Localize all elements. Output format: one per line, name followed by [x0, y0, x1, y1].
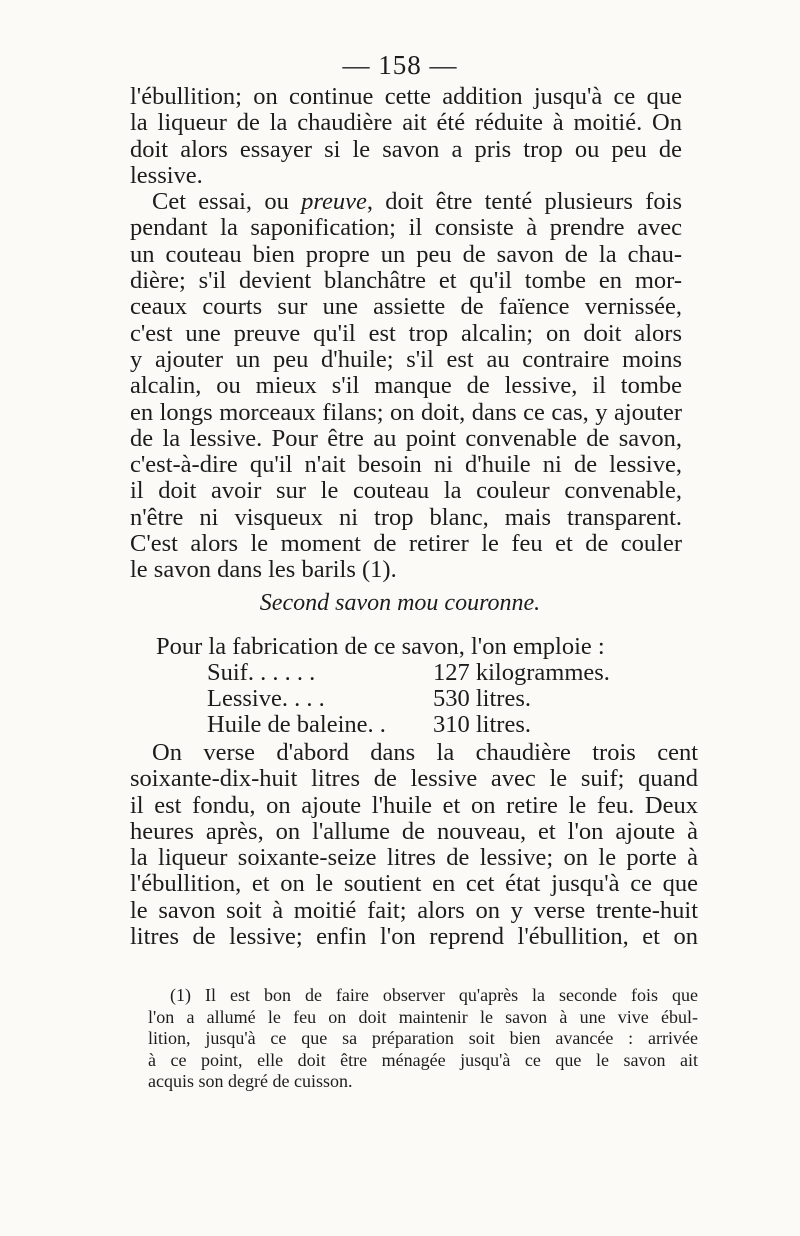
text-line: l'ébullition; on continue cette addition jusqu'à ce que	[130, 84, 682, 110]
text-line: ceaux courts sur une assiette de faïence vernissée,	[130, 294, 682, 321]
footnote-line: l'on a allumé le feu on doit maintenir le savon à une vive ébul-	[148, 1006, 698, 1027]
footnote-line: lition, jusqu'à ce que sa préparation soit bien avancée : arrivée	[148, 1028, 698, 1048]
text-line: le savon dans les barils (1).	[130, 557, 397, 584]
text-line: c'est une preuve qu'il est trop alcalin; on doit alors	[130, 320, 682, 347]
section-title: Second savon mou couronne.	[259, 590, 541, 616]
text-line: dière; s'il devient blanchâtre et qu'il tombe en mor-	[130, 268, 682, 295]
text-line: pendant la saponification; il consiste à prendre avec	[130, 215, 682, 242]
text-line: On verse d'abord dans la chaudière trois cent	[152, 740, 698, 766]
text-line: la liqueur soixante-seize litres de lessive; on le porte à	[130, 845, 698, 872]
text-line: alcalin, ou mieux s'il manque de lessive, il tombe	[130, 373, 682, 400]
recipe-item	[207, 660, 610, 686]
text-line: soixante-dix-huit litres de lessive avec le suif; quand	[130, 766, 698, 793]
main-text	[130, 84, 682, 584]
text-line: C'est alors le moment de retirer le feu et de couler	[130, 531, 682, 558]
recipe-list	[207, 660, 610, 738]
text-line: y ajouter un peu d'huile; s'il est au contraire moins	[130, 346, 682, 373]
text-line: la liqueur de la chaudière ait été réduite à moitié. On	[130, 110, 682, 137]
text-line: litres de lessive; enfin l'on reprend l'ébullition, et on	[130, 924, 698, 951]
footnote-line: acquis son degré de cuisson.	[148, 1071, 353, 1091]
ingredient-name: Huile de baleine. .	[207, 711, 386, 738]
ingredient-quantity: 530 litres.	[433, 685, 531, 712]
text-line: c'est-à-dire qu'il n'ait besoin ni d'huile ni de lessive,	[130, 452, 682, 479]
footnote	[148, 985, 698, 1093]
ingredient-quantity: 127 kilogrammes.	[433, 659, 610, 686]
text-line: il doit avoir sur le couteau la couleur convenable,	[130, 478, 682, 505]
ingredient-name: Suif. . . . . .	[207, 659, 316, 686]
text-line: l'ébullition, et on le soutient en cet état jusqu'à ce que	[130, 871, 698, 898]
text-line: Cet essai, ou preuve, doit être tenté plusieurs fois	[152, 189, 682, 216]
text-line: en longs morceaux filans; on doit, dans ce cas, y ajouter	[130, 399, 682, 426]
text-line: de la lessive. Pour être au point convenable de savon,	[130, 425, 682, 452]
ingredient-name: Lessive. . . .	[207, 685, 325, 712]
recipe-intro: Pour la fabrication de ce savon, l'on emploie :	[156, 633, 605, 660]
text-line: lessive.	[130, 162, 203, 189]
ingredient-quantity: 310 litres.	[433, 711, 531, 738]
text-line: le savon soit à moitié fait; alors on y verse trente-huit	[130, 897, 698, 924]
text-line: il est fondu, on ajoute l'huile et on retire le feu. Deux	[130, 792, 698, 819]
text-line: heures après, on l'allume de nouveau, et l'on ajoute à	[130, 818, 698, 845]
text-line: n'être ni visqueux ni trop blanc, mais transparent.	[130, 504, 682, 531]
recipe-item	[207, 712, 610, 738]
emphasized-word: preuve	[301, 189, 367, 216]
page-number: — 158 —	[342, 50, 458, 80]
text-line: un couteau bien propre un peu de savon de la chau-	[130, 241, 682, 268]
footnote-line: (1) Il est bon de faire observer qu'après la seconde fois que	[170, 985, 698, 1005]
footnote-line: à ce point, elle doit être ménagée jusqu'à ce que le savon ait	[148, 1049, 698, 1070]
text-line: doit alors essayer si le savon a pris trop ou peu de	[130, 136, 682, 163]
procedure-text	[130, 740, 698, 950]
recipe-item	[207, 686, 610, 712]
